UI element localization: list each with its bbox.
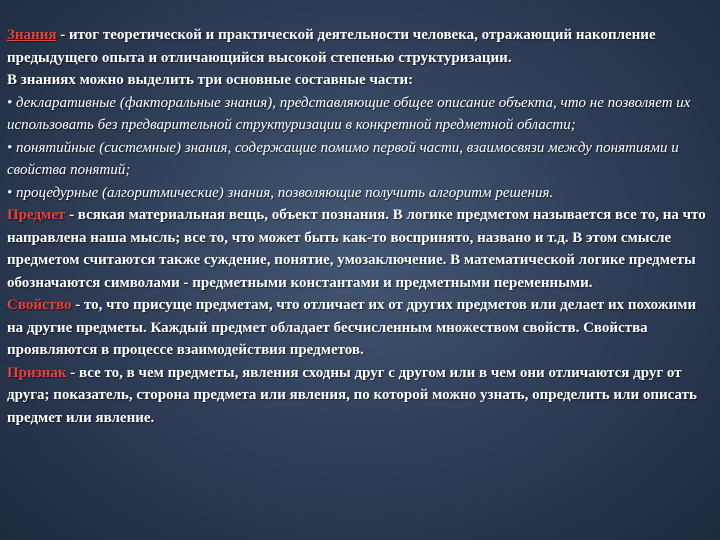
term-property: Свойство <box>7 297 72 313</box>
conceptual-text: • понятийные (системные) знания, содержащие помимо первой части, взаимосвязи между понятиями и свойства понятий; <box>7 139 679 178</box>
definition-property: - то, что присуще предметам, что отличает их от других предметов или делает их похожими на другие предметы. Каждый предмет обладает бесчисленным множеством свойств. Свойства проявляются в процессе взаимодействия предметов. <box>7 297 697 358</box>
paragraph-attribute <box>7 362 713 430</box>
paragraph-object <box>7 204 713 294</box>
paragraph-knowledge <box>7 24 713 69</box>
paragraph-property <box>7 294 713 362</box>
term-attribute: Признак <box>7 364 67 381</box>
list-item-declarative <box>7 92 713 137</box>
procedural-text: • процедурные (алгоритмические) знания, позволяющие получить алгоритм решения. <box>7 184 554 201</box>
slide-text <box>7 24 713 429</box>
list-item-conceptual <box>7 137 713 182</box>
paragraph-components-intro <box>7 69 713 92</box>
declarative-text: • декларативные (факторальные знания), представляющие общее описание объекта, что не позволяет их использовать без предварительной структуризации в конкретной предметной области; <box>7 94 691 133</box>
definition-object: - всякая материальная вещь, объект познания. В логике предметом называется все то, на что направлена наша мысль; все то, что может быть как-то воспринято, названо и т.д. В этом смысле предметом считаются также суждение, понятие, умозаключение. В математической логике предметы обозначаются символами - предметными константами и предметными переменными. <box>7 207 706 291</box>
term-knowledge: Знания <box>7 27 57 43</box>
list-item-procedural <box>7 182 713 205</box>
components-intro-text: В знаниях можно выделить три основные составные части: <box>7 72 414 88</box>
term-object: Предмет <box>7 207 66 223</box>
definition-attribute: - все то, в чем предметы, явления сходны друг с другом или в чем они отличаются друг от друга; показатель, сторона предмета или явления, по которой можно узнать, определить или описать предмет или явление. <box>7 364 697 426</box>
definition-knowledge: - итог теоретической и практической деятельности человека, отражающий накопление предыдущего опыта и отличающийся высокой степенью структуризации. <box>7 27 656 66</box>
